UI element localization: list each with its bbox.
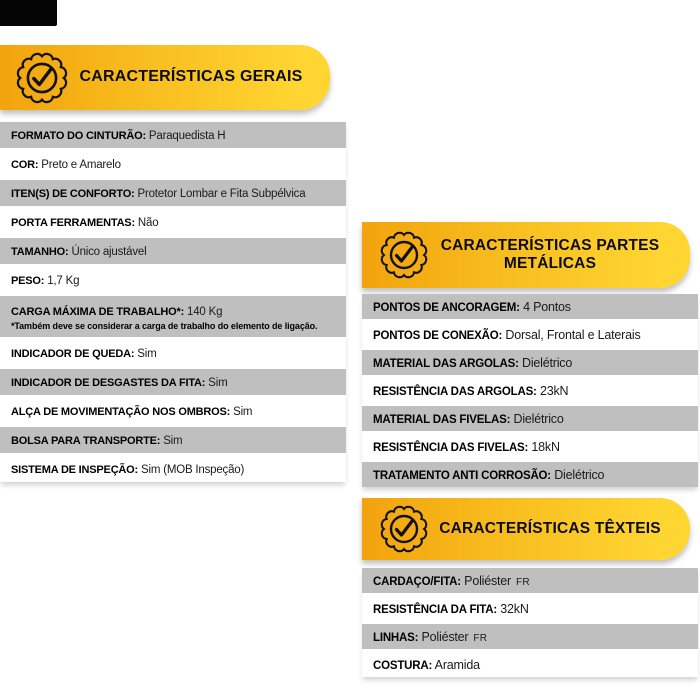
section-banner-texteis: [362, 498, 690, 560]
section-banner-gerais: [0, 45, 330, 110]
spec-rows-gerais: [0, 122, 346, 482]
spec-value: Dorsal, Frontal e Laterais: [502, 327, 641, 342]
spec-label: RESISTÊNCIA DAS FIVELAS:: [373, 441, 529, 454]
spec-label: PONTOS DE ANCORAGEM:: [373, 301, 520, 314]
spec-label: TAMANHO:: [11, 246, 69, 259]
spec-row: [362, 406, 698, 431]
section-metalicas: [362, 222, 698, 487]
spec-row: [0, 398, 346, 424]
spec-row: [0, 209, 346, 235]
spec-value: Dielétrico: [518, 355, 573, 370]
spec-label: MATERIAL DAS FIVELAS:: [373, 413, 511, 426]
spec-label: LINHAS:: [373, 631, 419, 644]
spec-label: CARGA MÁXIMA DE TRABALHO*:: [11, 306, 185, 319]
spec-value: Único ajustável: [68, 246, 147, 259]
spec-label: ALÇA DE MOVIMENTAÇÃO NOS OMBROS:: [11, 406, 231, 419]
spec-row: [362, 434, 698, 459]
check-seal-icon: [380, 231, 428, 279]
spec-row: [0, 267, 346, 293]
cropped-black-element: [0, 0, 57, 26]
spec-label: SISTEMA DE INSPEÇÃO:: [11, 464, 138, 477]
spec-value: Aramida: [432, 657, 480, 672]
spec-label: COR:: [11, 159, 39, 172]
spec-value-suffix: FR: [516, 576, 530, 588]
spec-rows-metalicas: [362, 294, 698, 487]
section-texteis: [362, 498, 698, 677]
spec-note: *Também deve se considerar a carga de trabalho do elemento de ligação.: [11, 320, 318, 331]
spec-label: INDICADOR DE QUEDA:: [11, 348, 135, 361]
spec-row: [0, 369, 346, 395]
spec-value: 23kN: [536, 383, 569, 398]
spec-value: 1,7 Kg: [44, 275, 80, 288]
spec-value: Não: [134, 217, 159, 230]
spec-rows-texteis: [362, 568, 698, 677]
spec-value-suffix: FR: [473, 632, 488, 644]
spec-row: [0, 340, 346, 366]
spec-row: [0, 238, 346, 264]
section-title: CARACTERÍSTICAS PARTES METÁLICAS: [440, 237, 660, 272]
section-gerais: [0, 45, 346, 482]
spec-row: [0, 296, 346, 337]
spec-label: BOLSA PARA TRANSPORTE:: [11, 435, 161, 448]
check-seal-icon: [380, 505, 428, 553]
spec-value: Sim: [205, 377, 228, 390]
spec-row: [362, 596, 698, 621]
spec-row: [362, 652, 698, 677]
spec-value: Poliéster: [460, 573, 512, 588]
spec-value: Sim: [230, 406, 253, 419]
spec-value: Dielétrico: [550, 467, 605, 482]
spec-label: RESISTÊNCIA DAS ARGOLAS:: [373, 385, 537, 398]
spec-row: [0, 122, 346, 148]
spec-label: INDICADOR DE DESGASTES DA FITA:: [11, 377, 206, 390]
spec-row: [362, 462, 698, 487]
spec-value: Protetor Lombar e Fita Subpélvica: [134, 188, 306, 201]
section-banner-metalicas: [362, 222, 690, 288]
spec-label: COSTURA:: [373, 659, 433, 672]
spec-value: Preto e Amarelo: [38, 159, 121, 172]
spec-row: [362, 322, 698, 347]
spec-value: 4 Pontos: [519, 299, 571, 314]
spec-value: 140 Kg: [184, 306, 223, 319]
spec-value: Paraquedista H: [145, 130, 226, 143]
section-title: CARACTERÍSTICAS TÊXTEIS: [439, 520, 661, 538]
spec-label: CARDAÇO/FITA:: [373, 575, 461, 588]
spec-label: ITEN(S) DE CONFORTO:: [11, 188, 135, 201]
check-seal-icon: [16, 52, 68, 104]
spec-label: RESISTÊNCIA DA FITA:: [373, 603, 497, 616]
spec-label: TRATAMENTO ANTI CORROSÃO:: [373, 469, 551, 482]
section-title: CARACTERÍSTICAS GERAIS: [79, 68, 303, 86]
spec-row: [362, 624, 698, 649]
spec-label: PONTOS DE CONEXÃO:: [373, 329, 503, 342]
spec-value: Poliéster: [418, 629, 469, 644]
spec-label: PESO:: [11, 275, 45, 288]
spec-value: Sim: [134, 348, 157, 361]
spec-row: [0, 180, 346, 206]
spec-value: Dielétrico: [510, 411, 564, 426]
spec-value: 18kN: [528, 439, 560, 454]
spec-row: [362, 294, 698, 319]
spec-value: 32kN: [497, 601, 529, 616]
spec-row: [0, 151, 346, 177]
spec-row: [0, 456, 346, 482]
spec-row: [362, 378, 698, 403]
spec-row: [362, 350, 698, 375]
spec-label: MATERIAL DAS ARGOLAS:: [373, 357, 519, 370]
spec-row: [362, 568, 698, 593]
spec-value: Sim (MOB Inspeção): [138, 464, 245, 477]
spec-label: FORMATO DO CINTURÃO:: [11, 130, 146, 143]
spec-value: Sim: [160, 435, 183, 448]
spec-row: [0, 427, 346, 453]
spec-label: PORTA FERRAMENTAS:: [11, 217, 135, 230]
